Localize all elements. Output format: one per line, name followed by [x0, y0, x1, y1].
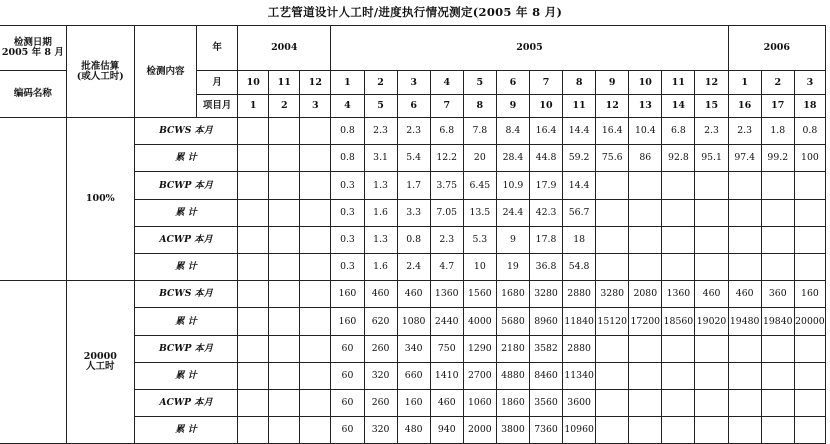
value-cell: 6.45	[463, 172, 496, 199]
value-cell: 260	[364, 335, 397, 362]
value-cell: 75.6	[596, 145, 629, 172]
value-cell: 7360	[529, 417, 562, 444]
value-cell: 36.8	[529, 253, 562, 280]
value-cell	[238, 199, 269, 226]
value-cell: 14.4	[563, 172, 596, 199]
project-month-cell: 2	[269, 95, 300, 118]
project-month-label: 项目月	[197, 95, 238, 118]
value-cell	[794, 389, 825, 416]
month-cell: 9	[596, 71, 629, 95]
value-cell	[269, 145, 300, 172]
table-row	[0, 118, 826, 145]
value-cell	[629, 389, 662, 416]
value-cell: 10	[463, 253, 496, 280]
value-cell: 320	[364, 362, 397, 389]
value-cell	[596, 389, 629, 416]
value-cell	[300, 253, 331, 280]
value-cell	[761, 417, 794, 444]
value-cell: 86	[629, 145, 662, 172]
value-cell: 10960	[563, 417, 596, 444]
budget-header	[66, 26, 134, 118]
value-cell	[300, 145, 331, 172]
value-cell	[794, 335, 825, 362]
value-cell: 0.8	[331, 118, 364, 145]
value-cell	[269, 118, 300, 145]
value-cell: 19020	[695, 308, 728, 335]
value-cell: 160	[794, 281, 825, 308]
value-cell: 60	[331, 389, 364, 416]
project-month-cell: 7	[430, 95, 463, 118]
value-cell: 8460	[529, 362, 562, 389]
code-name-cell	[0, 118, 66, 281]
row-label: 累 计	[134, 417, 237, 444]
value-cell: 42.3	[529, 199, 562, 226]
value-cell: 1060	[463, 389, 496, 416]
value-cell	[238, 281, 269, 308]
budget-cell	[66, 118, 134, 281]
value-cell	[662, 362, 695, 389]
value-cell	[300, 308, 331, 335]
project-month-cell: 1	[238, 95, 269, 118]
value-cell	[695, 172, 728, 199]
value-cell: 3800	[496, 417, 529, 444]
value-cell: 460	[397, 281, 430, 308]
budget-unit: 人工时	[86, 361, 115, 373]
value-cell	[269, 172, 300, 199]
value-cell	[596, 226, 629, 253]
value-cell: 3600	[563, 389, 596, 416]
value-cell: 17.8	[529, 226, 562, 253]
value-cell: 360	[761, 281, 794, 308]
month-cell: 11	[662, 71, 695, 95]
value-cell: 2.3	[728, 118, 761, 145]
row-label: ACWP 本月	[134, 389, 237, 416]
value-cell: 100	[794, 145, 825, 172]
row-label: BCWP 本月	[134, 335, 237, 362]
value-cell: 56.7	[563, 199, 596, 226]
value-cell: 11840	[563, 308, 596, 335]
month-cell: 6	[496, 71, 529, 95]
value-cell: 10.9	[496, 172, 529, 199]
project-month-cell: 17	[761, 95, 794, 118]
value-cell	[238, 118, 269, 145]
value-cell	[761, 253, 794, 280]
value-cell	[596, 417, 629, 444]
year-2004: 2004	[238, 26, 331, 71]
value-cell: 0.3	[331, 226, 364, 253]
value-cell	[794, 226, 825, 253]
value-cell: 2880	[563, 335, 596, 362]
value-cell: 2.3	[364, 118, 397, 145]
month-cell: 10	[629, 71, 662, 95]
value-cell: 1080	[397, 308, 430, 335]
value-cell: 1.3	[364, 172, 397, 199]
value-cell	[629, 335, 662, 362]
value-cell: 1.7	[397, 172, 430, 199]
month-cell: 4	[430, 71, 463, 95]
value-cell	[238, 417, 269, 444]
value-cell: 160	[397, 389, 430, 416]
value-cell: 340	[397, 335, 430, 362]
value-cell: 1410	[430, 362, 463, 389]
month-cell: 7	[529, 71, 562, 95]
value-cell	[761, 389, 794, 416]
value-cell	[761, 199, 794, 226]
value-cell	[596, 199, 629, 226]
value-cell: 24.4	[496, 199, 529, 226]
value-cell: 460	[728, 281, 761, 308]
project-month-cell: 5	[364, 95, 397, 118]
value-cell: 2.3	[430, 226, 463, 253]
value-cell: 2.3	[695, 118, 728, 145]
table-row	[0, 281, 826, 308]
value-cell	[662, 172, 695, 199]
value-cell	[238, 253, 269, 280]
value-cell: 2700	[463, 362, 496, 389]
value-cell: 1360	[430, 281, 463, 308]
value-cell	[728, 253, 761, 280]
value-cell	[238, 172, 269, 199]
value-cell: 1360	[662, 281, 695, 308]
value-cell	[794, 253, 825, 280]
value-cell	[629, 199, 662, 226]
value-cell	[269, 281, 300, 308]
month-cell: 1	[728, 71, 761, 95]
value-cell: 60	[331, 335, 364, 362]
value-cell: 9	[496, 226, 529, 253]
value-cell	[238, 335, 269, 362]
value-cell: 160	[331, 281, 364, 308]
value-cell: 8960	[529, 308, 562, 335]
value-cell: 54.8	[563, 253, 596, 280]
value-cell: 17.9	[529, 172, 562, 199]
value-cell	[629, 417, 662, 444]
month-cell: 3	[794, 71, 825, 95]
value-cell: 60	[331, 362, 364, 389]
value-cell	[269, 253, 300, 280]
value-cell: 3582	[529, 335, 562, 362]
project-month-cell: 12	[596, 95, 629, 118]
value-cell	[728, 172, 761, 199]
value-cell	[629, 362, 662, 389]
value-cell: 4.7	[430, 253, 463, 280]
value-cell: 3560	[529, 389, 562, 416]
value-cell	[238, 226, 269, 253]
project-month-cell: 8	[463, 95, 496, 118]
year-2005: 2005	[331, 26, 728, 71]
value-cell: 1560	[463, 281, 496, 308]
value-cell	[300, 226, 331, 253]
value-cell	[300, 417, 331, 444]
value-cell: 620	[364, 308, 397, 335]
value-cell: 10.4	[629, 118, 662, 145]
row-label: BCWS 本月	[134, 118, 237, 145]
value-cell	[794, 417, 825, 444]
value-cell: 5680	[496, 308, 529, 335]
value-cell: 1860	[496, 389, 529, 416]
value-cell	[662, 226, 695, 253]
value-cell	[728, 199, 761, 226]
value-cell	[596, 362, 629, 389]
project-month-cell: 18	[794, 95, 825, 118]
value-cell: 17200	[629, 308, 662, 335]
value-cell	[300, 172, 331, 199]
value-cell: 5.3	[463, 226, 496, 253]
month-cell: 8	[563, 71, 596, 95]
value-cell: 460	[695, 281, 728, 308]
value-cell: 4880	[496, 362, 529, 389]
value-cell: 160	[331, 308, 364, 335]
value-cell: 0.3	[331, 172, 364, 199]
value-cell: 4000	[463, 308, 496, 335]
value-cell: 460	[430, 389, 463, 416]
value-cell: 20000	[794, 308, 825, 335]
value-cell	[761, 335, 794, 362]
month-label: 月	[197, 71, 238, 95]
value-cell: 1290	[463, 335, 496, 362]
project-month-cell: 13	[629, 95, 662, 118]
value-cell: 0.8	[331, 145, 364, 172]
value-cell	[695, 253, 728, 280]
project-month-cell: 3	[300, 95, 331, 118]
month-cell: 12	[695, 71, 728, 95]
value-cell	[238, 362, 269, 389]
value-cell	[662, 389, 695, 416]
row-label: ACWP 本月	[134, 226, 237, 253]
value-cell	[300, 362, 331, 389]
project-month-cell: 15	[695, 95, 728, 118]
value-cell: 2080	[629, 281, 662, 308]
budget-value: 20000	[83, 351, 117, 363]
value-cell	[794, 172, 825, 199]
value-cell	[269, 362, 300, 389]
value-cell	[300, 389, 331, 416]
row-label: 累 计	[134, 308, 237, 335]
value-cell: 16.4	[529, 118, 562, 145]
value-cell: 14.4	[563, 118, 596, 145]
month-cell: 1	[331, 71, 364, 95]
value-cell: 2880	[563, 281, 596, 308]
value-cell	[695, 389, 728, 416]
value-cell	[269, 308, 300, 335]
row-label: BCWP 本月	[134, 172, 237, 199]
table-title: 工艺管道设计人工时/进度执行情况测定(2005 年 8 月)	[267, 5, 563, 19]
value-cell: 99.2	[761, 145, 794, 172]
content-header: 检测内容	[134, 26, 196, 118]
value-cell	[300, 118, 331, 145]
row-label: 累 计	[134, 145, 237, 172]
value-cell: 460	[364, 281, 397, 308]
value-cell: 0.3	[331, 199, 364, 226]
month-cell: 5	[463, 71, 496, 95]
value-cell: 2440	[430, 308, 463, 335]
row-label: 累 计	[134, 362, 237, 389]
value-cell: 11340	[563, 362, 596, 389]
value-cell: 0.8	[397, 226, 430, 253]
check-date-header	[0, 26, 66, 71]
value-cell: 260	[364, 389, 397, 416]
value-cell: 12.2	[430, 145, 463, 172]
project-month-cell: 4	[331, 95, 364, 118]
month-cell: 12	[300, 71, 331, 95]
value-cell: 3.75	[430, 172, 463, 199]
budget-label: 批准估算	[81, 60, 120, 72]
progress-table	[0, 25, 826, 444]
value-cell	[269, 226, 300, 253]
value-cell: 0.3	[331, 253, 364, 280]
project-month-cell: 9	[496, 95, 529, 118]
value-cell: 3280	[596, 281, 629, 308]
check-date-value: 2005 年 8 月	[1, 47, 64, 58]
value-cell: 750	[430, 335, 463, 362]
value-cell: 18	[563, 226, 596, 253]
year-label: 年	[197, 26, 238, 71]
value-cell: 320	[364, 417, 397, 444]
value-cell	[695, 417, 728, 444]
value-cell	[269, 417, 300, 444]
value-cell	[794, 199, 825, 226]
code-name-cell	[0, 281, 66, 444]
value-cell	[761, 172, 794, 199]
month-cell: 3	[397, 71, 430, 95]
year-2006: 2006	[728, 26, 825, 71]
value-cell	[596, 172, 629, 199]
value-cell	[596, 253, 629, 280]
value-cell: 28.4	[496, 145, 529, 172]
value-cell	[300, 335, 331, 362]
value-cell	[662, 335, 695, 362]
value-cell	[728, 362, 761, 389]
value-cell: 2.4	[397, 253, 430, 280]
value-cell	[662, 199, 695, 226]
value-cell	[300, 281, 331, 308]
code-name-header: 编码名称	[0, 71, 66, 118]
value-cell: 1.3	[364, 226, 397, 253]
value-cell: 1680	[496, 281, 529, 308]
value-cell: 660	[397, 362, 430, 389]
value-cell: 60	[331, 417, 364, 444]
check-date-label: 检测日期	[13, 37, 52, 49]
value-cell	[761, 362, 794, 389]
value-cell: 95.1	[695, 145, 728, 172]
month-cell: 2	[761, 71, 794, 95]
value-cell	[695, 226, 728, 253]
budget-cell	[66, 281, 134, 444]
month-cell: 2	[364, 71, 397, 95]
value-cell: 19480	[728, 308, 761, 335]
budget-value: 100%	[85, 193, 115, 205]
value-cell: 2.3	[397, 118, 430, 145]
row-label: 累 计	[134, 253, 237, 280]
value-cell: 59.2	[563, 145, 596, 172]
value-cell	[662, 417, 695, 444]
project-month-cell: 14	[662, 95, 695, 118]
value-cell	[629, 226, 662, 253]
month-cell: 11	[269, 71, 300, 95]
value-cell: 18560	[662, 308, 695, 335]
value-cell: 6.8	[430, 118, 463, 145]
value-cell	[662, 253, 695, 280]
value-cell: 6.8	[662, 118, 695, 145]
value-cell: 3.1	[364, 145, 397, 172]
value-cell	[238, 389, 269, 416]
project-month-cell: 16	[728, 95, 761, 118]
value-cell: 1.8	[761, 118, 794, 145]
value-cell	[629, 253, 662, 280]
value-cell	[728, 226, 761, 253]
value-cell	[238, 308, 269, 335]
value-cell: 2180	[496, 335, 529, 362]
value-cell	[269, 389, 300, 416]
value-cell: 0.8	[794, 118, 825, 145]
value-cell: 3280	[529, 281, 562, 308]
value-cell: 92.8	[662, 145, 695, 172]
value-cell: 5.4	[397, 145, 430, 172]
row-label: 累 计	[134, 199, 237, 226]
value-cell	[728, 389, 761, 416]
value-cell: 1.6	[364, 253, 397, 280]
value-cell	[761, 226, 794, 253]
value-cell	[629, 172, 662, 199]
budget-sub-label: (或人工时)	[76, 70, 124, 82]
value-cell: 44.8	[529, 145, 562, 172]
value-cell: 15120	[596, 308, 629, 335]
value-cell	[728, 417, 761, 444]
project-month-cell: 6	[397, 95, 430, 118]
value-cell: 1.6	[364, 199, 397, 226]
value-cell	[695, 362, 728, 389]
value-cell: 2000	[463, 417, 496, 444]
value-cell: 20	[463, 145, 496, 172]
value-cell	[695, 199, 728, 226]
value-cell: 3.3	[397, 199, 430, 226]
value-cell	[728, 335, 761, 362]
value-cell: 7.8	[463, 118, 496, 145]
project-month-cell: 10	[529, 95, 562, 118]
value-cell: 16.4	[596, 118, 629, 145]
value-cell: 19840	[761, 308, 794, 335]
value-cell	[300, 199, 331, 226]
row-label: BCWS 本月	[134, 281, 237, 308]
value-cell: 7.05	[430, 199, 463, 226]
value-cell	[794, 362, 825, 389]
value-cell	[695, 335, 728, 362]
month-cell: 10	[238, 71, 269, 95]
value-cell	[596, 335, 629, 362]
value-cell: 480	[397, 417, 430, 444]
value-cell: 940	[430, 417, 463, 444]
value-cell	[238, 145, 269, 172]
value-cell: 19	[496, 253, 529, 280]
value-cell: 13.5	[463, 199, 496, 226]
value-cell: 97.4	[728, 145, 761, 172]
value-cell	[269, 199, 300, 226]
value-cell	[269, 335, 300, 362]
project-month-cell: 11	[563, 95, 596, 118]
value-cell: 8.4	[496, 118, 529, 145]
